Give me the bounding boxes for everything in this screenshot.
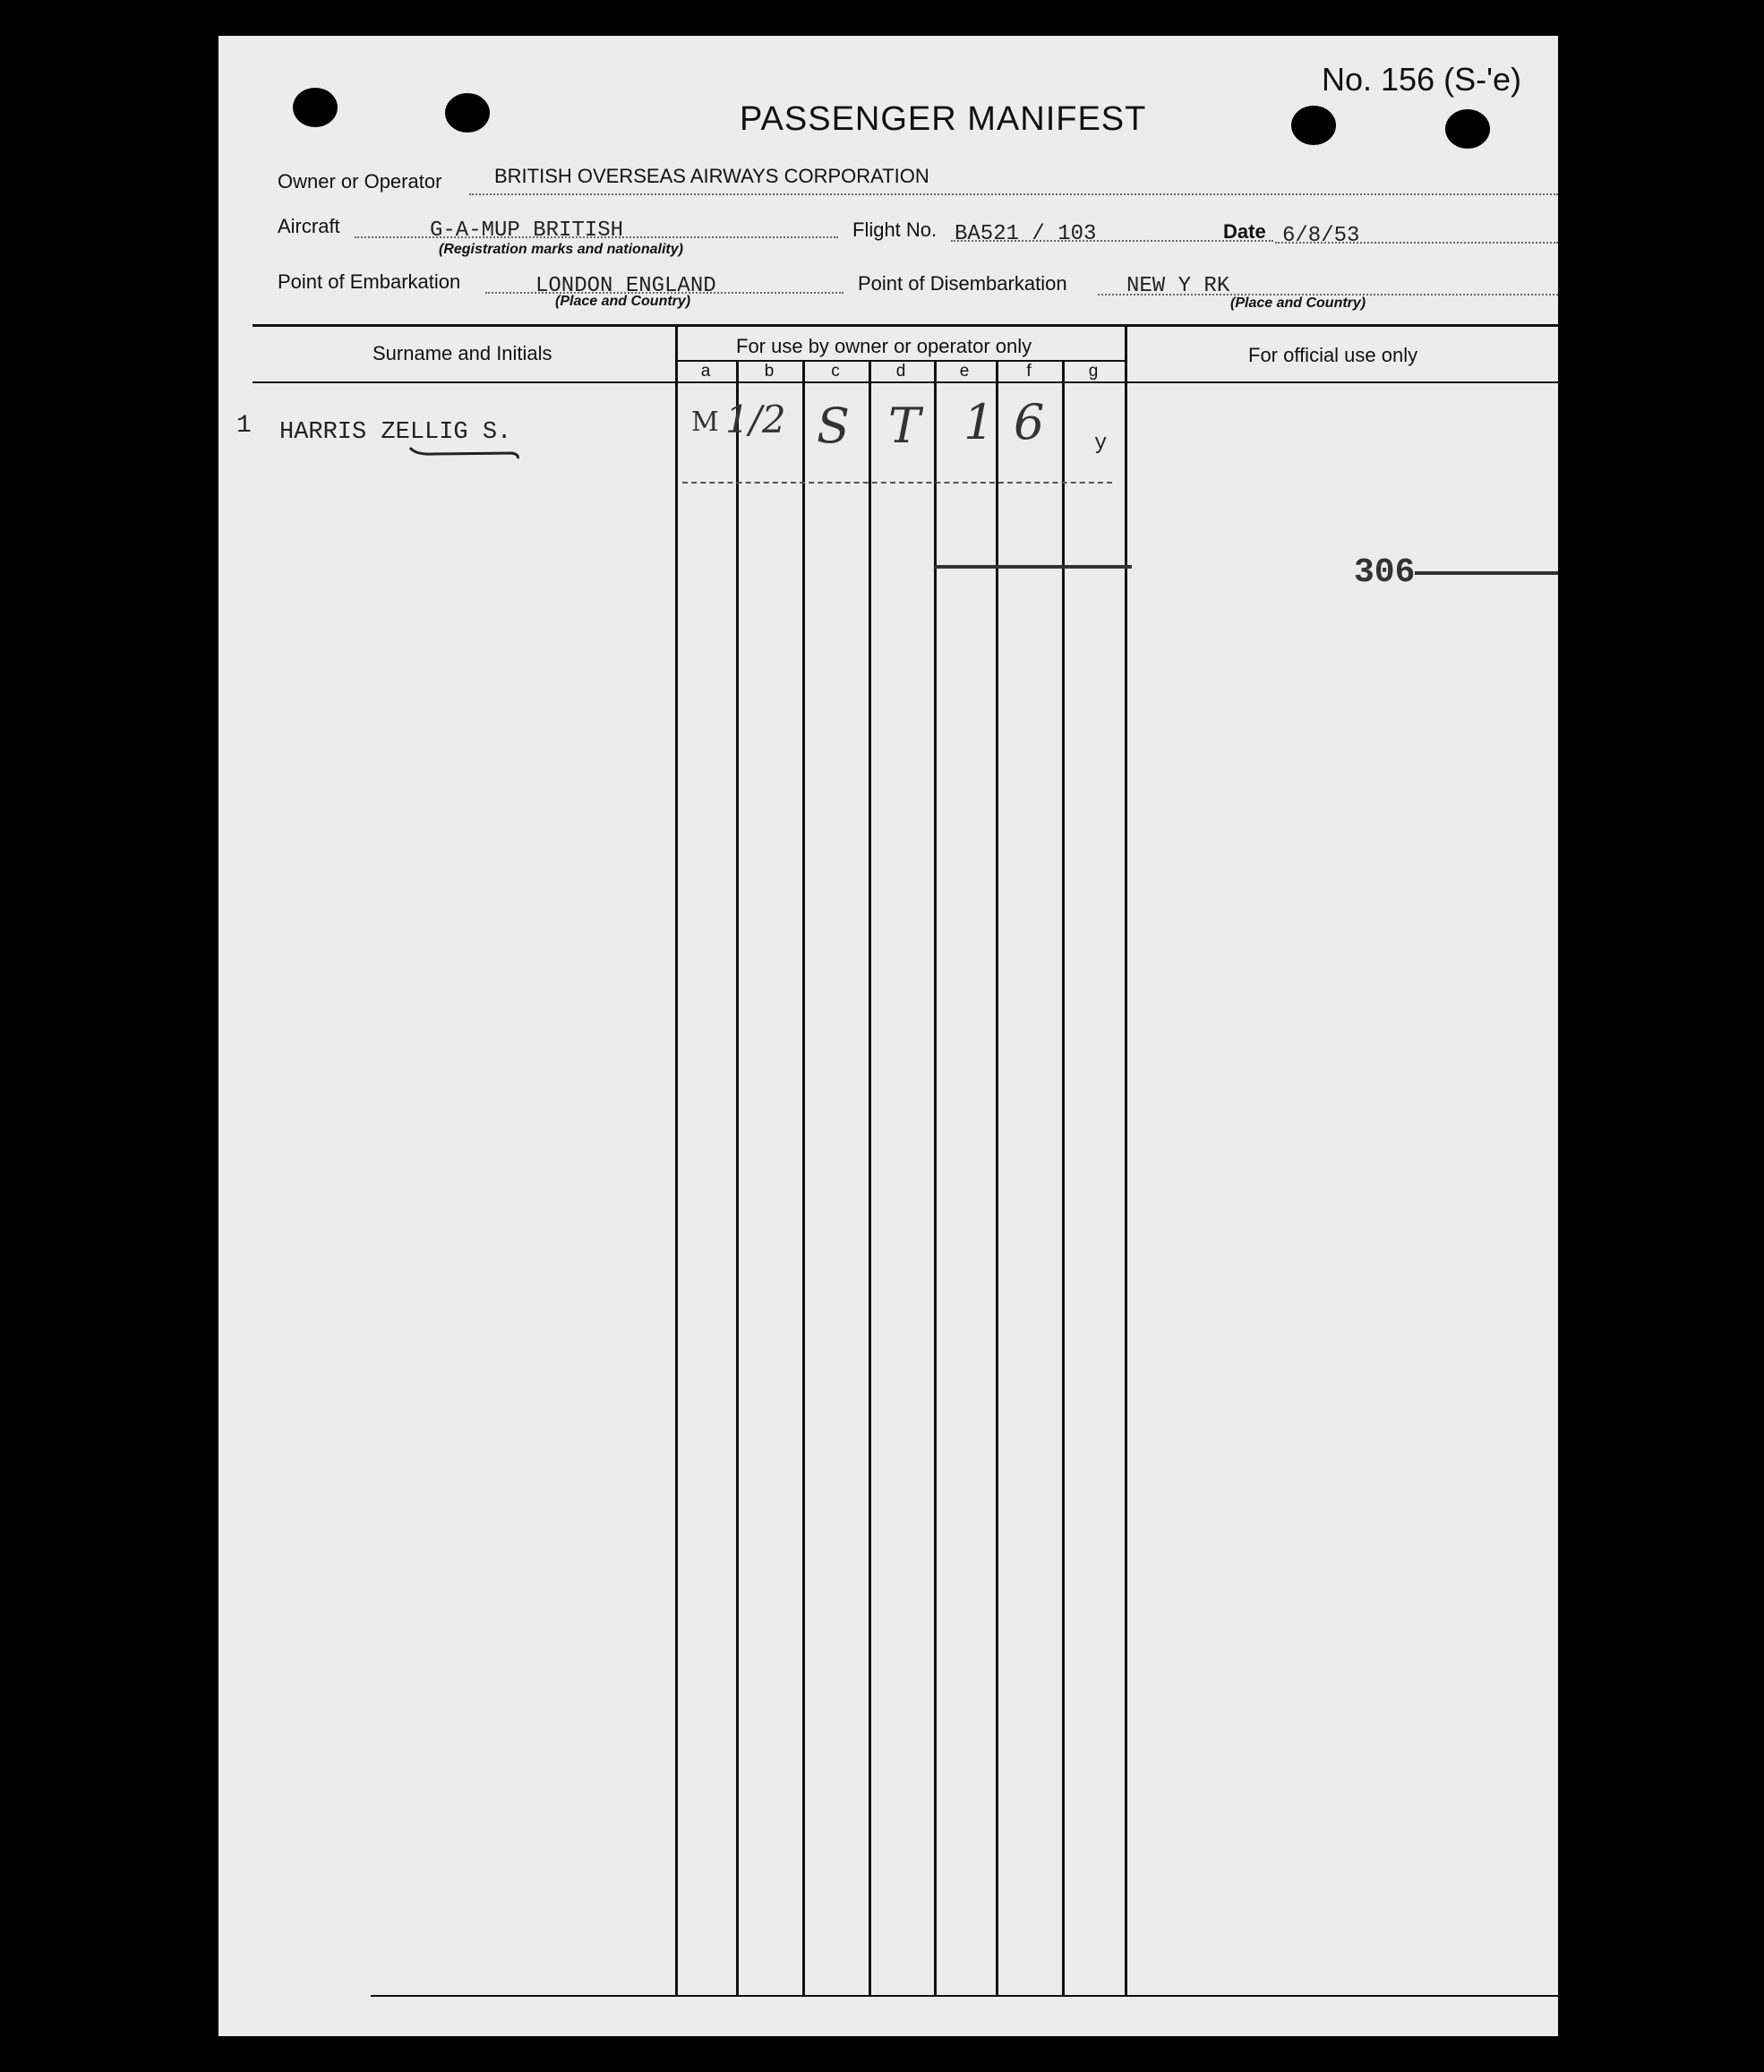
subcol-c: c <box>831 362 840 381</box>
col-official-header: For official use only <box>1248 344 1418 366</box>
subcol-g: g <box>1088 362 1099 381</box>
manifest-page <box>218 36 1558 2036</box>
date-value: 6/8/53 <box>1282 224 1360 248</box>
punch-hole <box>1291 106 1336 145</box>
flight-label: Flight No. <box>852 218 938 241</box>
official-mark: 306 <box>1354 553 1416 592</box>
col-divider <box>1125 327 1127 1997</box>
official-dash <box>935 565 1132 569</box>
passenger-name: HARRIS ZELLIG S. <box>279 419 512 446</box>
table-header-rule <box>253 381 1558 383</box>
embark-value: LONDON ENGLAND <box>535 274 716 298</box>
subcol-b: b <box>764 362 775 381</box>
disembark-label: Point of Disembarkation <box>858 272 1067 295</box>
official-dash-2 <box>1415 571 1558 575</box>
col-divider <box>934 362 937 1997</box>
subcol-f: f <box>1026 362 1032 381</box>
row-dashline <box>682 482 1112 484</box>
embark-note: (Place and Country) <box>555 294 691 309</box>
date-label: Date <box>1223 220 1266 243</box>
document-number: No. 156 (S-'e) <box>1322 61 1521 98</box>
punch-hole <box>445 93 490 133</box>
table-top-rule <box>253 324 1558 327</box>
mark-f: 6 <box>1014 394 1045 450</box>
subcol-d: d <box>895 362 906 381</box>
col-divider <box>736 362 739 1997</box>
flight-value: BA521 / 103 <box>955 222 1097 246</box>
mark-a: M <box>691 407 719 438</box>
aircraft-note: (Registration marks and nationality) <box>439 242 683 257</box>
owner-dotline <box>469 193 1558 195</box>
mark-d: T <box>888 398 921 454</box>
col-divider <box>1062 362 1065 1997</box>
mark-b: 1/2 <box>725 398 786 441</box>
col-surname-header: Surname and Initials <box>372 342 552 364</box>
row-number: 1 <box>236 412 252 440</box>
mark-e: 1 <box>963 394 995 450</box>
col-divider <box>675 327 678 1997</box>
col-divider <box>996 362 998 1997</box>
subcol-a: a <box>700 362 711 381</box>
col-divider <box>869 362 871 1997</box>
punch-hole <box>1445 109 1490 149</box>
page-title: PASSENGER MANIFEST <box>740 100 1147 138</box>
subcol-e: e <box>959 362 970 381</box>
owner-label: Owner or Operator <box>278 170 442 193</box>
aircraft-label: Aircraft <box>278 215 340 237</box>
mark-c: S <box>817 398 850 454</box>
owner-value: BRITISH OVERSEAS AIRWAYS CORPORATION <box>494 165 929 187</box>
aircraft-value: G-A-MUP BRITISH <box>430 218 624 243</box>
punch-hole <box>293 88 338 127</box>
table-bottom-rule <box>371 1995 1558 1997</box>
mark-g: y <box>1094 432 1108 456</box>
disembark-note: (Place and Country) <box>1230 295 1366 311</box>
col-divider <box>802 362 805 1997</box>
col-operator-header: For use by owner or operator only <box>736 335 1032 357</box>
handwritten-underline <box>407 444 523 460</box>
disembark-value: NEW Y RK <box>1126 274 1230 298</box>
embark-label: Point of Embarkation <box>278 270 461 293</box>
